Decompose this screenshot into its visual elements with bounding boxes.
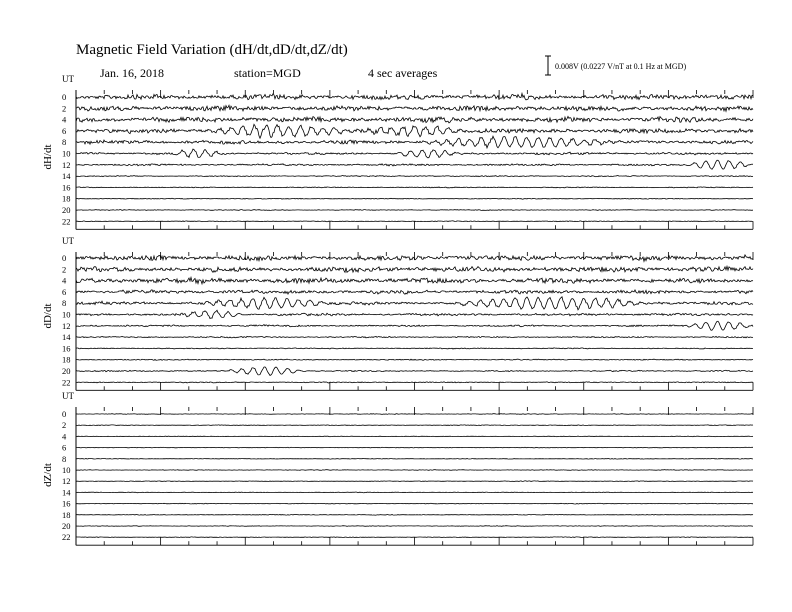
row-label: 0 [62, 253, 67, 263]
row-label: 8 [62, 453, 67, 464]
row-label: 8 [62, 298, 67, 309]
row-label: 12 [62, 320, 71, 331]
trace-line [76, 160, 753, 169]
row-label: 6 [62, 125, 67, 136]
trace-line [76, 481, 753, 482]
trace-line [76, 470, 753, 471]
panel-ylabel: dH/dt [42, 144, 54, 170]
row-label: 20 [62, 205, 71, 215]
row-label: 22 [62, 532, 71, 543]
trace-line [76, 105, 753, 111]
trace-line [76, 210, 753, 211]
trace-line [76, 290, 753, 294]
trace-line [76, 336, 753, 338]
row-label: 4 [62, 431, 67, 442]
row-label: 10 [62, 148, 71, 159]
scale-bar-icon [545, 56, 551, 75]
trace-line [76, 116, 753, 123]
station-label: station=MGD [234, 66, 301, 80]
row-label: 0 [62, 409, 67, 419]
panel-ylabel: dZ/dt [42, 463, 54, 487]
row-label: 18 [62, 354, 71, 365]
trace-line [76, 526, 753, 527]
averaging-label: 4 sec averages [368, 66, 438, 80]
row-label: 16 [62, 343, 71, 354]
row-label: 14 [62, 332, 71, 343]
row-label: 18 [62, 509, 71, 520]
ut-axis-label: UT [62, 236, 74, 246]
panel-dD-dt [42, 236, 753, 390]
row-label: 20 [62, 521, 71, 531]
trace-line [76, 266, 753, 272]
row-label: 2 [62, 264, 67, 275]
row-label: 4 [62, 275, 67, 286]
trace-line [76, 198, 753, 199]
trace-line [76, 503, 753, 504]
trace-line [76, 447, 753, 448]
panel-dH-dt [42, 74, 753, 229]
trace-line [76, 277, 753, 283]
row-label: 16 [62, 182, 71, 193]
ut-axis-label: UT [62, 74, 74, 84]
row-label: 14 [62, 487, 71, 498]
row-label: 18 [62, 193, 71, 204]
panel-ylabel: dD/dt [42, 303, 54, 329]
trace-line [76, 436, 753, 437]
trace-line [76, 359, 753, 360]
trace-line [76, 310, 753, 318]
trace-line [76, 136, 753, 148]
panel-dZ-dt [42, 391, 753, 545]
trace-line [76, 514, 753, 515]
row-label: 16 [62, 498, 71, 509]
row-label: 2 [62, 420, 67, 431]
row-label: 6 [62, 442, 67, 453]
row-label: 6 [62, 286, 67, 297]
trace-line [76, 425, 753, 426]
row-label: 20 [62, 366, 71, 376]
trace-line [76, 124, 753, 138]
trace-line [76, 297, 753, 310]
row-label: 2 [62, 103, 67, 114]
row-label: 4 [62, 114, 67, 125]
row-label: 8 [62, 137, 67, 148]
trace-line [76, 348, 753, 349]
row-label: 22 [62, 216, 71, 227]
row-label: 10 [62, 465, 71, 475]
trace-line [76, 149, 753, 158]
trace-line [76, 187, 753, 188]
chart-title: Magnetic Field Variation (dH/dt,dD/dt,dZ/dt) [76, 42, 348, 58]
trace-line [76, 492, 753, 493]
trace-line [76, 367, 753, 376]
trace-line [76, 321, 753, 330]
row-label: 10 [62, 309, 71, 320]
row-label: 0 [62, 92, 67, 102]
row-label: 22 [62, 377, 71, 388]
row-label: 12 [62, 159, 71, 170]
trace-line [76, 176, 753, 177]
row-label: 14 [62, 171, 71, 182]
date-label: Jan. 16, 2018 [100, 66, 164, 80]
trace-line [76, 458, 753, 459]
ut-axis-label: UT [62, 391, 74, 401]
row-label: 12 [62, 476, 71, 487]
scale-note: 0.008V (0.0227 V/nT at 0.1 Hz at MGD) [555, 62, 687, 71]
